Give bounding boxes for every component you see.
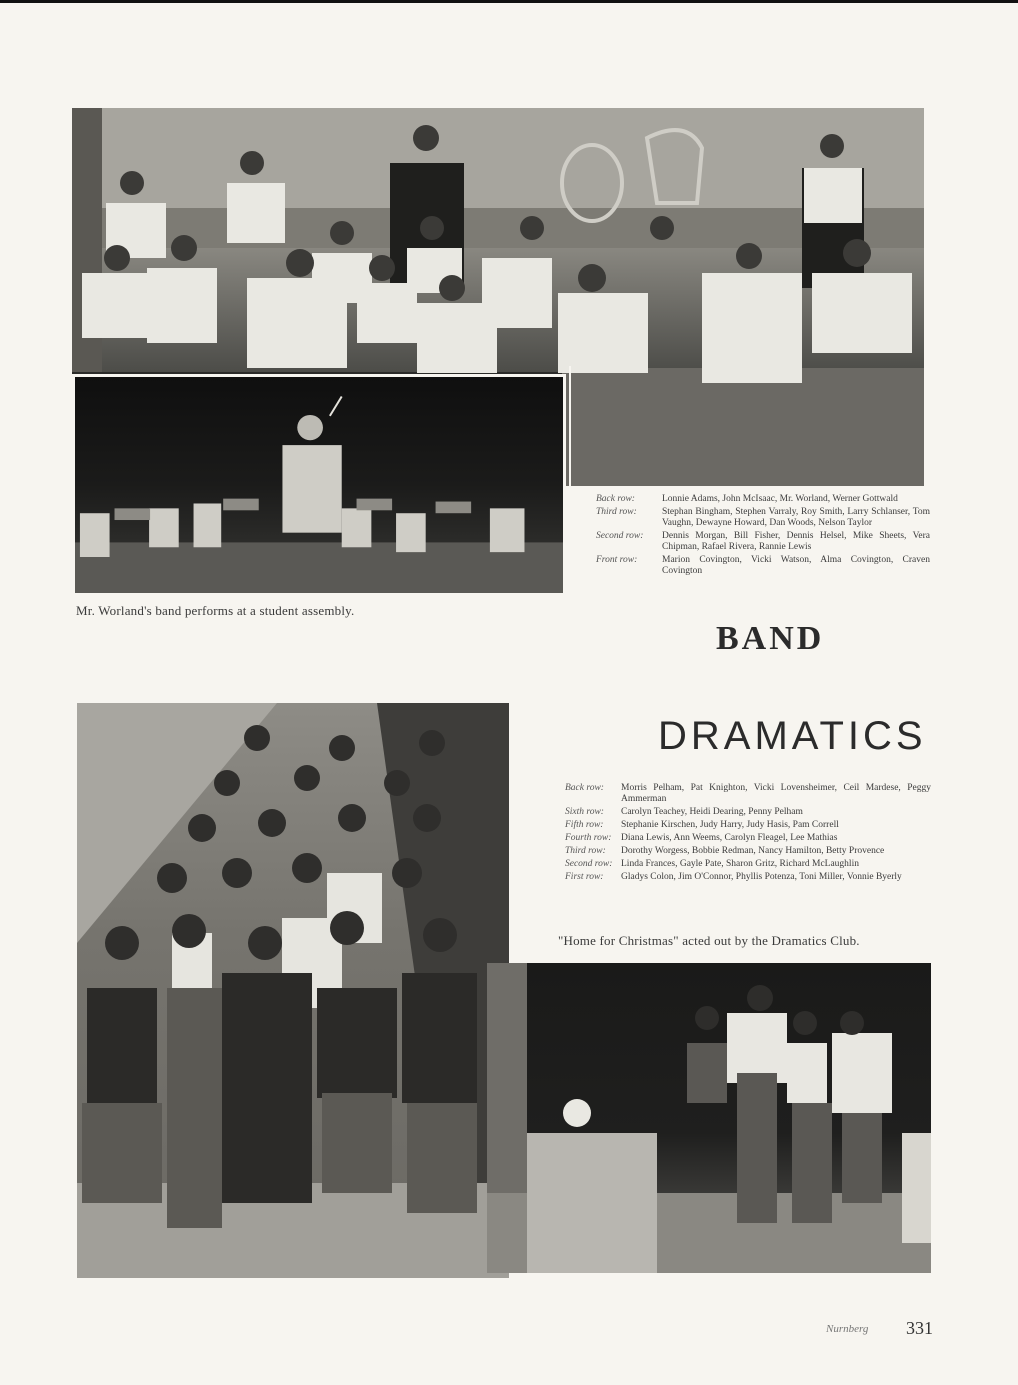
page-number: 331 xyxy=(906,1318,933,1338)
roster-row-names: Marion Covington, Vicki Watson, Alma Covington, Craven Covington xyxy=(662,555,930,576)
roster-row-label: First row: xyxy=(565,872,604,882)
dramatics-roster-row xyxy=(565,872,931,883)
band-roster-row xyxy=(596,555,930,577)
band-roster-row xyxy=(596,531,930,553)
dramatics-roster-row xyxy=(565,820,931,831)
roster-row-names: Lonnie Adams, John McIsaac, Mr. Worland, Werner Gottwald xyxy=(662,494,898,504)
roster-row-label: Third row: xyxy=(596,507,637,517)
roster-row-label: Back row: xyxy=(565,783,604,793)
dramatics-roster-row xyxy=(565,846,931,857)
dramatics-roster xyxy=(565,783,931,885)
dramatics-roster-row xyxy=(565,859,931,870)
dramatics-photo-illustration xyxy=(77,703,509,1278)
roster-row-names: Morris Pelham, Pat Knighton, Vicki Lovensheimer, Ceil Mardese, Peggy Ammerman xyxy=(621,783,931,804)
dramatics-roster-row xyxy=(565,833,931,844)
roster-row-names: Dennis Morgan, Bill Fisher, Dennis Helsel, Mike Sheets, Vera Chipman, Rafael Rivera, Rannie Lewis xyxy=(662,531,930,552)
dramatics-heading: DRAMATICS xyxy=(658,714,927,758)
roster-row-names: Stephan Bingham, Stephen Varraly, Roy Smith, Larry Schlanser, Tom Vaughn, Dewayne Howard, Dan Woods, Nelson Taylor xyxy=(662,507,930,528)
dramatics-group-photo xyxy=(77,703,509,1278)
performance-photo-illustration xyxy=(75,377,563,593)
roster-row-names: Gladys Colon, Jim O'Connor, Phyllis Potenza, Toni Miller, Vonnie Byerly xyxy=(621,872,902,882)
band-roster-row xyxy=(596,507,930,529)
roster-row-label: Fifth row: xyxy=(565,820,604,830)
page-top-edge xyxy=(0,0,1018,3)
roster-row-names: Linda Frances, Gayle Pate, Sharon Gritz, Richard McLaughlin xyxy=(621,859,859,869)
roster-row-names: Diana Lewis, Ann Weems, Carolyn Fleagel, Lee Mathias xyxy=(621,833,838,843)
roster-row-label: Front row: xyxy=(596,555,638,565)
dramatics-roster-row xyxy=(565,783,931,805)
band-roster xyxy=(596,494,930,579)
roster-row-label: Back row: xyxy=(596,494,635,504)
band-heading: BAND xyxy=(716,620,825,657)
dramatics-play-photo xyxy=(487,963,931,1273)
band-roster-row xyxy=(596,494,930,505)
roster-row-names: Dorothy Worgess, Bobbie Redman, Nancy Hamilton, Betty Provence xyxy=(621,846,885,856)
play-photo-illustration xyxy=(487,963,931,1273)
roster-row-label: Fourth row: xyxy=(565,833,612,843)
roster-row-label: Second row: xyxy=(565,859,613,869)
dramatics-play-caption: "Home for Christmas" acted out by the Dramatics Club. xyxy=(558,933,860,948)
roster-row-label: Third row: xyxy=(565,846,606,856)
band-performance-photo xyxy=(72,374,566,596)
roster-row-label: Second row: xyxy=(596,531,644,541)
roster-row-label: Sixth row: xyxy=(565,807,604,817)
band-performance-caption: Mr. Worland's band performs at a student assembly. xyxy=(76,603,355,618)
dramatics-roster-row xyxy=(565,807,931,818)
footer-school-name: Nurnberg xyxy=(826,1323,869,1335)
roster-row-names: Carolyn Teachey, Heidi Dearing, Penny Pelham xyxy=(621,807,803,817)
roster-row-names: Stephanie Kirschen, Judy Harry, Judy Hasis, Pam Correll xyxy=(621,820,839,830)
